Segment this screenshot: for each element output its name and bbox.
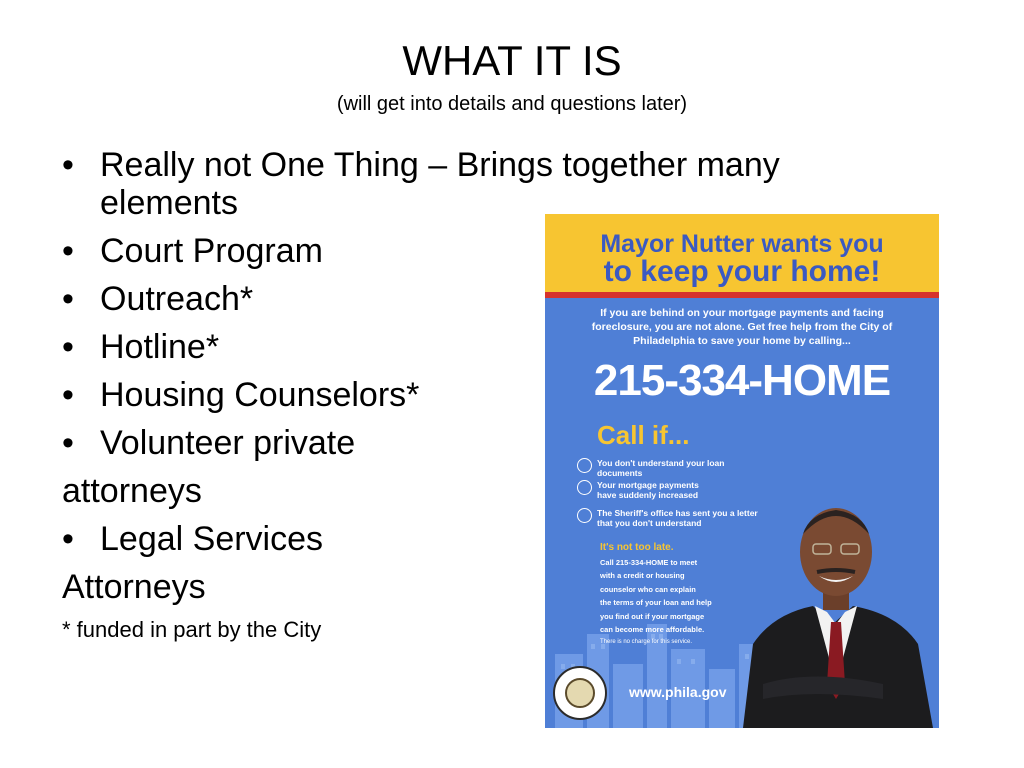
- poster-checklist-item: [577, 458, 767, 478]
- bullet-dot-icon: •: [62, 520, 74, 558]
- poster-not-too-late: It's not too late.: [600, 542, 674, 553]
- poster-call-if: Call if...: [597, 420, 690, 450]
- poster-image: [545, 214, 939, 728]
- bullet-dot-icon: •: [62, 280, 74, 318]
- bullet-dot-icon: •: [62, 146, 74, 184]
- poster-body-text: [600, 556, 730, 636]
- bullet-text: Legal Services: [100, 520, 324, 558]
- poster-item-text: The Sheriff's office has sent you a letter that you don't understand: [597, 508, 758, 528]
- city-seal-icon: [553, 666, 607, 720]
- bullet-continuation: attorneys: [62, 472, 202, 510]
- poster-headline-line2: to keep your home!: [603, 255, 881, 288]
- poster-body-line: the terms of your loan and help: [600, 598, 712, 608]
- poster-phone-number: 215-334-HOME: [593, 356, 891, 405]
- poster-body-line: with a credit or housing: [600, 571, 685, 581]
- poster-headline-line1: Mayor Nutter wants you: [600, 230, 884, 258]
- bullet-dot-icon: •: [62, 328, 74, 366]
- circle-icon: [577, 480, 592, 495]
- mayor-photo: [733, 484, 939, 728]
- bullet-text: Housing Counselors*: [100, 376, 420, 414]
- seal-center: [565, 678, 595, 708]
- bullet-text: Really not One Thing – Brings together many elements: [100, 146, 780, 222]
- poster-fine-print: There is no charge for this service.: [600, 639, 693, 645]
- poster-body-line: you find out if your mortgage: [600, 611, 705, 621]
- slide-subtitle: (will get into details and questions later): [336, 93, 688, 115]
- bullet-continuation: Attorneys: [62, 568, 206, 606]
- circle-icon: [577, 458, 592, 473]
- bullet-text: Volunteer private: [100, 424, 356, 462]
- slide-title: WHAT IT IS: [402, 37, 622, 84]
- poster-item-text: Your mortgage payments have suddenly increased: [597, 480, 699, 500]
- bullet-text: Hotline*: [100, 328, 220, 366]
- poster-body-line: Call 215-334-HOME to meet: [600, 558, 698, 567]
- bullet-item: [62, 146, 922, 222]
- footnote: * funded in part by the City: [62, 617, 322, 642]
- poster-intro: If you are behind on your mortgage payments and facing foreclosure, you are not alone. Get free help from the City of Philadelphia to save your home by calling...: [591, 307, 893, 347]
- poster-body-line: can become more affordable.: [600, 625, 705, 635]
- poster-red-stripe: [545, 292, 939, 298]
- poster-item-text: You don't understand your loan documents: [597, 458, 725, 478]
- bullet-dot-icon: •: [62, 232, 74, 270]
- bullet-dot-icon: •: [62, 376, 74, 414]
- bullet-text: Court Program: [100, 232, 323, 270]
- poster-body-line: counselor who can explain: [600, 584, 696, 594]
- bullet-dot-icon: •: [62, 424, 74, 462]
- bullet-text: Outreach*: [100, 280, 254, 318]
- poster-headline: [545, 230, 939, 286]
- poster-url: www.phila.gov: [629, 684, 727, 700]
- circle-icon: [577, 508, 592, 523]
